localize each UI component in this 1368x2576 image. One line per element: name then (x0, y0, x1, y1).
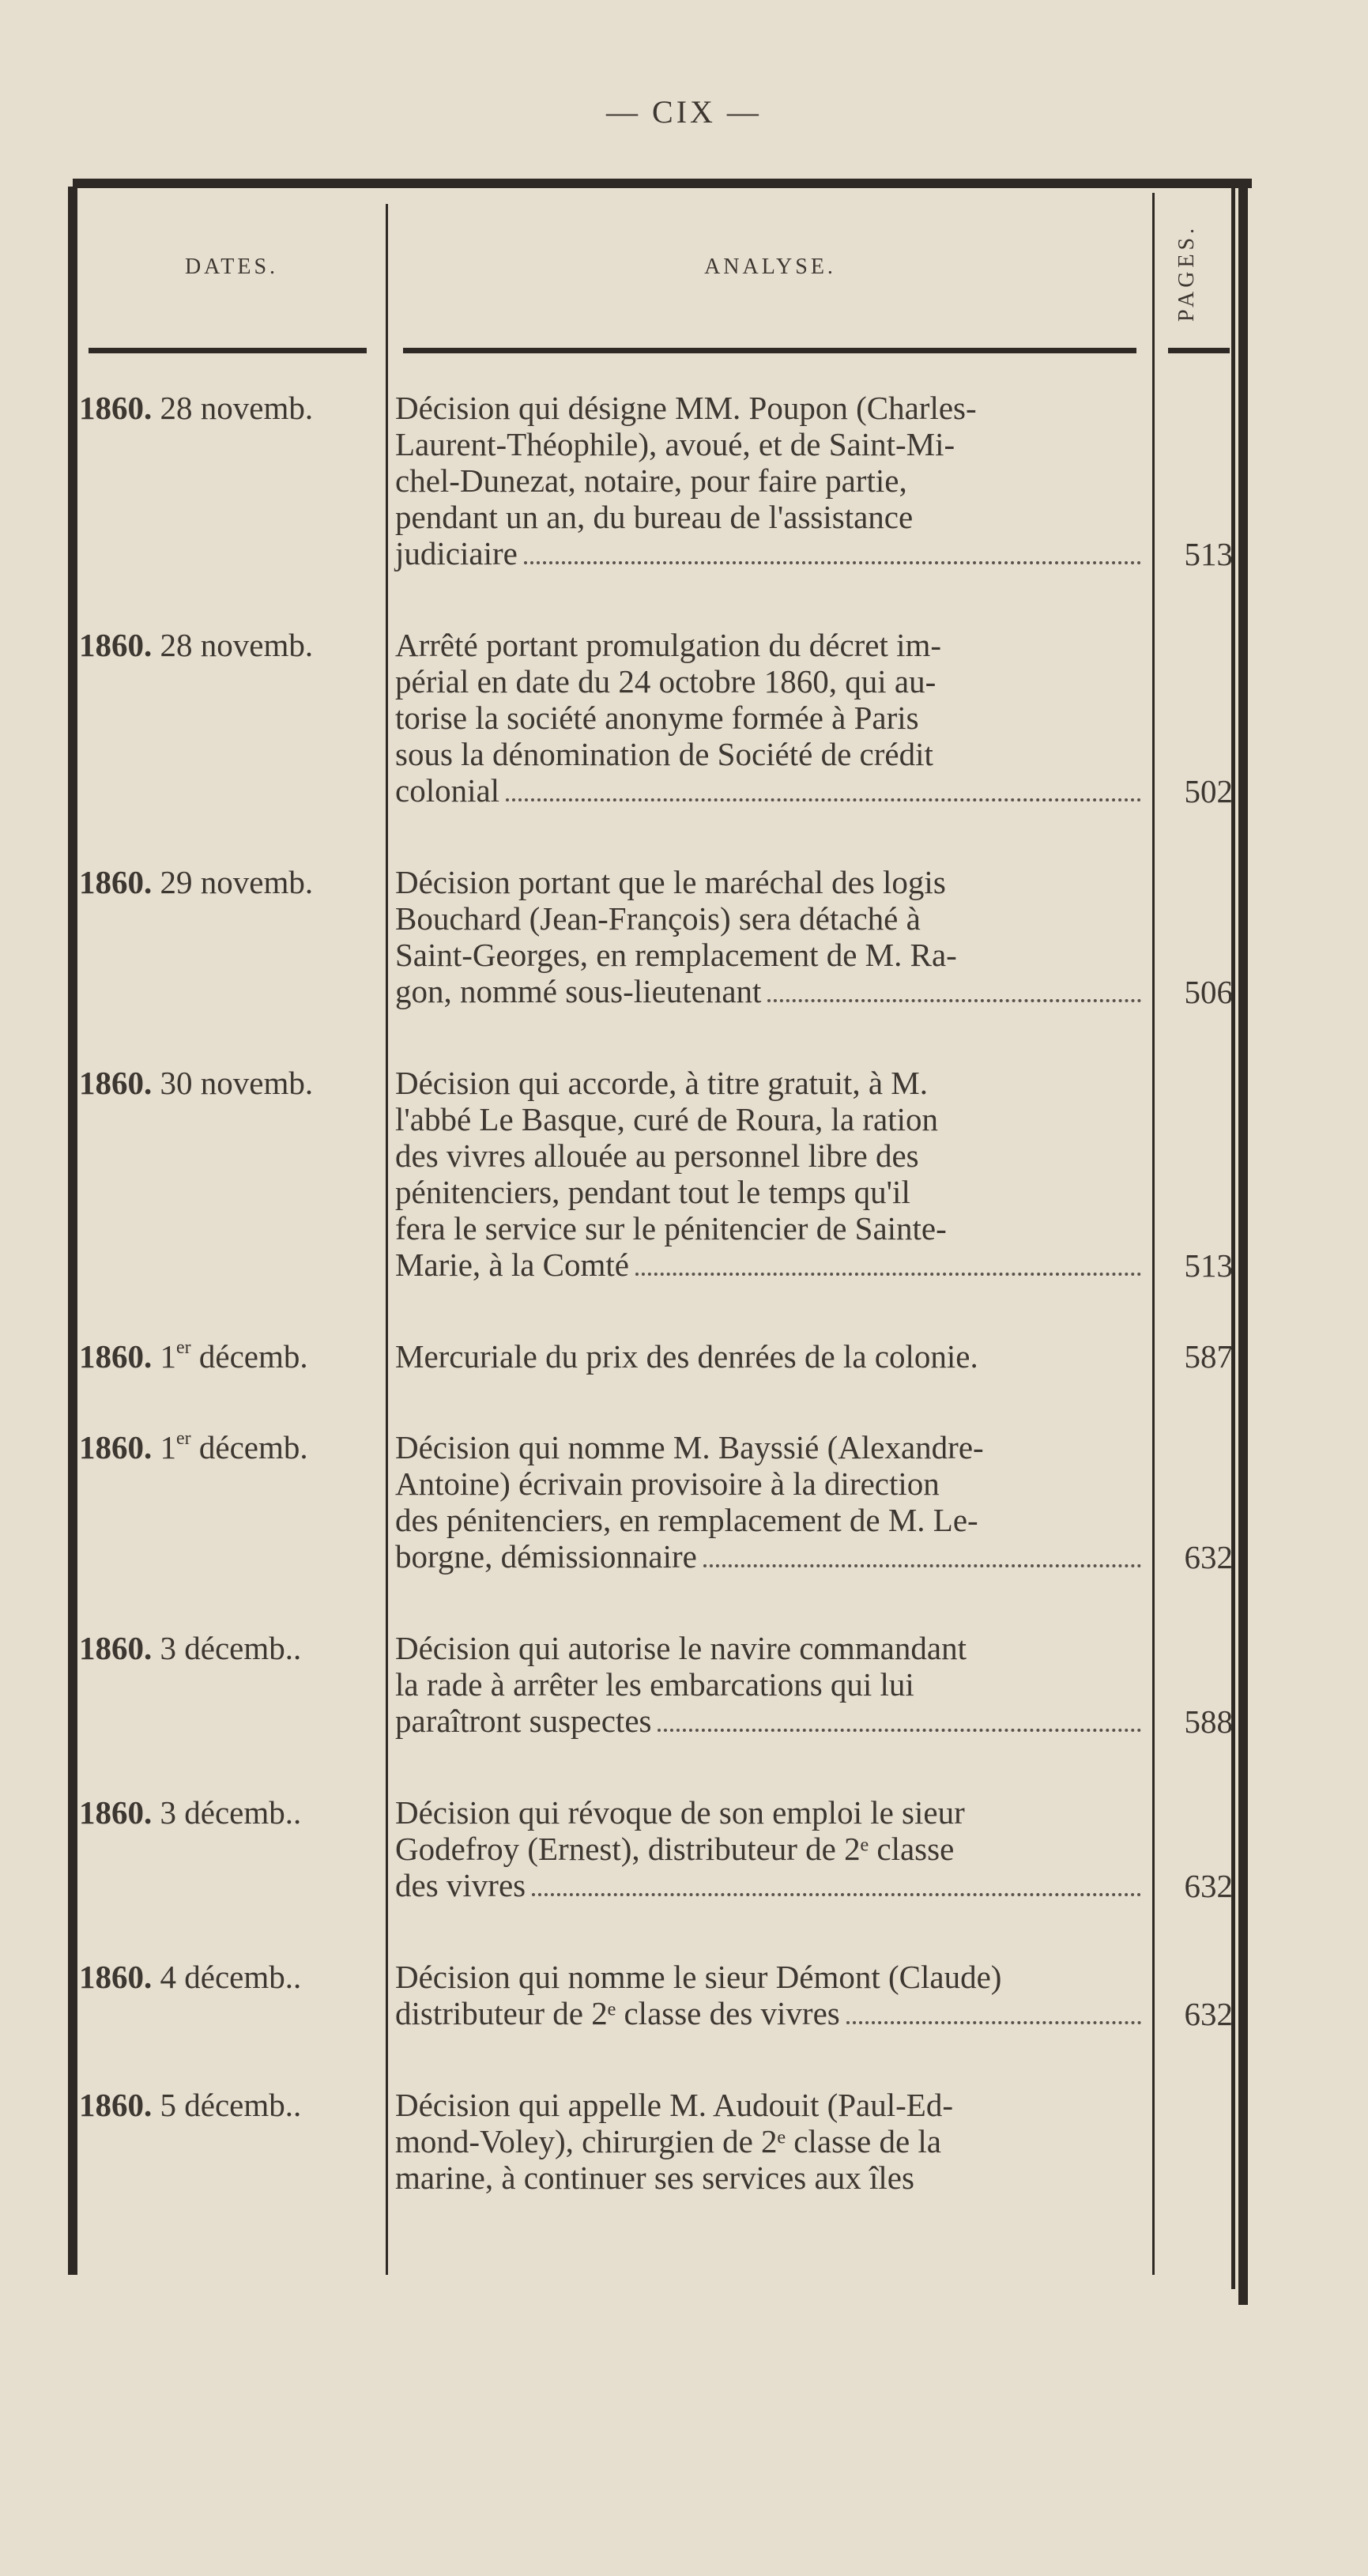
page-number: 506 (1184, 974, 1233, 1010)
analysis-line: pénitenciers, pendant tout le temps qu'il (395, 1174, 910, 1210)
entry-month: novemb. (192, 1065, 314, 1101)
analysis-line: pendant un an, du bureau de l'assistance (395, 499, 914, 535)
entry-day: 30 (152, 1065, 193, 1101)
analysis-last-line (395, 1338, 1148, 1375)
entry-date (79, 1630, 383, 1666)
list-item (0, 390, 1368, 572)
analysis-line: Décision portant que le maréchal des logis (395, 864, 946, 900)
entry-month: décemb.. (176, 1959, 302, 1995)
entry-year: 1860. (79, 864, 153, 900)
analysis-last-line (395, 1703, 1148, 1740)
entry-day: 29 (152, 864, 193, 900)
analysis-line: chel-Dunezat, notaire, pour faire partie, (395, 462, 907, 499)
analysis-line: Mercuriale du prix des denrées de la colonie. (395, 1338, 978, 1375)
analysis-line: des pénitenciers, en remplacement de M. Le- (395, 1502, 978, 1538)
entry-day: 28 (152, 627, 193, 663)
entry-day: 1 (152, 1429, 176, 1465)
analysis-line: marine, à continuer ses services aux îles (395, 2159, 914, 2196)
entry-date (79, 1794, 383, 1831)
entry-day: 1 (152, 1338, 176, 1375)
entry-analysis (395, 390, 1148, 572)
header-rule-pages (1168, 348, 1230, 353)
analysis-line: paraîtront suspectes (395, 1703, 652, 1739)
entry-date (79, 1065, 383, 1101)
analysis-last-line (395, 1538, 1148, 1575)
entry-month: novemb. (192, 864, 314, 900)
entry-month: décemb. (190, 1338, 308, 1375)
entry-date (79, 1338, 383, 1375)
analysis-line: Décision qui nomme M. Bayssié (Alexandre- (395, 1429, 984, 1465)
page-number: 632 (1184, 1996, 1233, 2032)
entry-date (79, 1429, 383, 1465)
analysis-line: des vivres (395, 1867, 526, 1903)
analysis-line: Antoine) écrivain provisoire à la direction (395, 1465, 940, 1502)
analysis-last-line (395, 1867, 1148, 1904)
entry-analysis (395, 627, 1148, 809)
entry-day: 3 (152, 1794, 176, 1831)
page-number: 588 (1184, 1703, 1233, 1740)
analysis-line: fera le service sur le pénitencier de Sainte- (395, 1210, 947, 1247)
analysis-last-line (395, 535, 1148, 572)
entry-analysis (395, 864, 1148, 1010)
entry-analysis (395, 2087, 1148, 2196)
entry-analysis (395, 1794, 1148, 1904)
analysis-line: mond-Voley), chirurgien de 2ᵉ classe de la (395, 2123, 941, 2159)
analysis-line: Godefroy (Ernest), distributeur de 2ᵉ classe (395, 1831, 955, 1867)
list-item (0, 1429, 1368, 1575)
page-number: 587 (1184, 1338, 1233, 1375)
entry-month: novemb. (192, 390, 314, 426)
entry-year: 1860. (79, 627, 153, 663)
analysis-last-line (395, 1247, 1148, 1284)
analysis-line: Marie, à la Comté (395, 1247, 630, 1283)
entry-year: 1860. (79, 1794, 153, 1831)
page-number: 632 (1184, 1868, 1233, 1904)
analysis-line: Bouchard (Jean-François) sera détaché à (395, 900, 921, 937)
entry-year: 1860. (79, 1429, 153, 1465)
dot-leader (635, 1273, 1141, 1276)
analysis-line: des vivres allouée au personnel libre des (395, 1137, 919, 1174)
analysis-line: Décision qui nomme le sieur Démont (Claude) (395, 1959, 1002, 1995)
entry-date (79, 1959, 383, 1995)
list-item (0, 1065, 1368, 1284)
analysis-line: distributeur de 2ᵉ classe des vivres (395, 1995, 840, 2031)
dot-leader (532, 1893, 1141, 1896)
analysis-line: sous la dénomination de Société de crédit (395, 736, 933, 772)
entry-day: 4 (152, 1959, 176, 1995)
table-top-rule (73, 179, 1252, 188)
dot-leader (846, 2021, 1141, 2024)
list-item (0, 1794, 1368, 1904)
page-number: 502 (1184, 773, 1233, 809)
column-header-dates: DATES. (184, 255, 279, 279)
entry-analysis (395, 1630, 1148, 1740)
list-item (0, 627, 1368, 809)
entries-list (0, 390, 1368, 2196)
column-header-analyse: ANALYSE. (704, 255, 836, 279)
entry-analysis (395, 1338, 1148, 1375)
entry-year: 1860. (79, 1959, 153, 1995)
analysis-line: judiciaire (395, 535, 518, 571)
list-item (0, 1630, 1368, 1740)
analysis-line: Saint-Georges, en remplacement de M. Ra- (395, 937, 957, 973)
analysis-line: périal en date du 24 octobre 1860, qui au- (395, 663, 936, 700)
dot-leader (658, 1729, 1141, 1732)
analysis-line: Décision qui désigne MM. Poupon (Charles- (395, 390, 977, 426)
entry-date (79, 2087, 383, 2123)
entry-day: 28 (152, 390, 193, 426)
list-item (0, 864, 1368, 1010)
header-rule-analyse (403, 348, 1136, 353)
list-item (0, 2087, 1368, 2196)
header-rule-dates (89, 348, 367, 353)
entry-month: décemb.. (176, 1630, 302, 1666)
analysis-line: borgne, démissionnaire (395, 1538, 697, 1575)
entry-day-ordinal: er (176, 1428, 191, 1449)
entry-date (79, 864, 383, 900)
dot-leader (703, 1564, 1141, 1567)
analysis-line: colonial (395, 772, 500, 809)
page-number: 513 (1184, 536, 1233, 572)
analysis-line: Arrêté portant promulgation du décret im- (395, 627, 942, 663)
dot-leader (524, 561, 1141, 564)
page-number: 513 (1184, 1247, 1233, 1284)
list-item (0, 1959, 1368, 2032)
entry-day: 5 (152, 2087, 176, 2123)
analysis-last-line (395, 772, 1148, 809)
analysis-last-line (395, 973, 1148, 1010)
entry-month: novemb. (192, 627, 314, 663)
entry-analysis (395, 1429, 1148, 1575)
analysis-line: Décision qui autorise le navire commandant (395, 1630, 967, 1666)
entry-date (79, 627, 383, 663)
entry-analysis (395, 1065, 1148, 1284)
analysis-line: torise la société anonyme formée à Paris (395, 700, 919, 736)
dot-leader (506, 798, 1141, 801)
analysis-line: Décision qui appelle M. Audouit (Paul-Ed- (395, 2087, 953, 2123)
entry-month: décemb. (190, 1429, 308, 1465)
entry-month: décemb.. (176, 2087, 302, 2123)
entry-date (79, 390, 383, 426)
entry-day-ordinal: er (176, 1337, 191, 1358)
dot-leader (767, 999, 1141, 1002)
analysis-line: l'abbé Le Basque, curé de Roura, la ration (395, 1101, 939, 1137)
page-header: — CIX — (606, 94, 762, 130)
analysis-line: Laurent-Théophile), avoué, et de Saint-Mi- (395, 426, 955, 462)
entry-year: 1860. (79, 1630, 153, 1666)
entry-month: décemb.. (176, 1794, 302, 1831)
column-header-pages: PAGES. (1174, 224, 1199, 322)
analysis-last-line (395, 1995, 1148, 2032)
analysis-line: gon, nommé sous-lieutenant (395, 973, 762, 1009)
entry-year: 1860. (79, 1338, 153, 1375)
analysis-line: Décision qui accorde, à titre gratuit, à M. (395, 1065, 928, 1101)
entry-year: 1860. (79, 1065, 153, 1101)
list-item (0, 1338, 1368, 1375)
entry-year: 1860. (79, 390, 153, 426)
entry-analysis (395, 1959, 1148, 2032)
entry-year: 1860. (79, 2087, 153, 2123)
analysis-line: la rade à arrêter les embarcations qui lui (395, 1666, 914, 1703)
analysis-line: Décision qui révoque de son emploi le sieur (395, 1794, 965, 1831)
entry-day: 3 (152, 1630, 176, 1666)
page-number: 632 (1184, 1539, 1233, 1575)
